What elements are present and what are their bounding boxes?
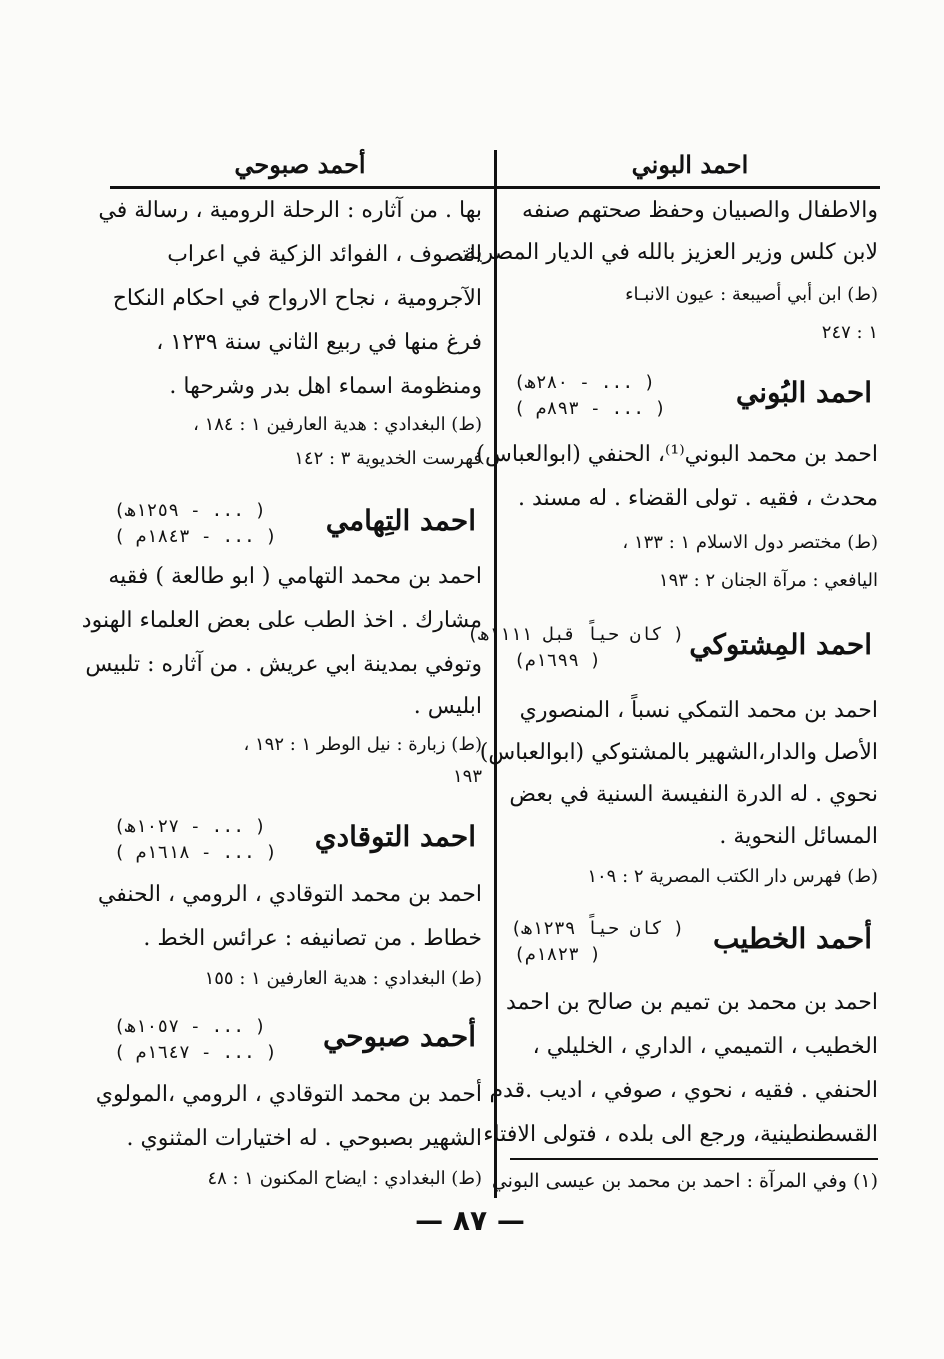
text-line: ابليس .	[413, 694, 482, 719]
reference-line: (ط) مختصر دول الاسلام ١ : ١٣٣ ،	[622, 532, 878, 553]
reference-line: (ط) زبارة : نيل الوطر ١ : ١٩٢ ،	[243, 734, 482, 755]
reference-line: ١ : ٢٤٧	[821, 322, 878, 343]
entry-dates	[114, 1014, 284, 1066]
hijri-date: ( كان حياً ١٢٣٩ھ)	[510, 918, 684, 939]
entry-dates	[114, 814, 284, 866]
footnote: (١) وفي المرآة : احمد بن محمد بن عيسى البوني	[491, 1170, 878, 1192]
left-column	[81, 196, 482, 1198]
text-line: ومنظومة اسماء اهل بدر وشرحها .	[169, 374, 482, 399]
text-line: محدث ، فقيه . تولى القضاء . له مسند .	[517, 486, 878, 511]
running-header-right: احمد البوني	[631, 150, 749, 179]
text-line: والاطفال والصبيان وحفظ صحتهم صنفه	[521, 198, 878, 223]
right-column	[457, 196, 878, 1196]
running-header-left: أحمد صبوحي	[234, 150, 366, 179]
text-line: القسطنطينية، ورجع الى بلده ، فتولى الافتاء	[483, 1122, 878, 1147]
text-line: المسائل النحوية .	[719, 824, 878, 849]
text-line: احمد بن محمد البوني⁽¹⁾، الحنفي (ابوالعباس)	[476, 442, 878, 467]
hijri-date: ( ... - ١٢٥٩ھ)	[114, 500, 266, 521]
entry-name: احمد التِهامي	[325, 504, 476, 537]
text-line: الآجرومية ، نجاح الارواح في احكام النكاح	[112, 286, 482, 311]
gregorian-date: ( ١٦٩٩م)	[514, 650, 601, 671]
hijri-date: ( ... - ١٠٢٧ھ)	[114, 816, 266, 837]
entry-name: احمد المِشتوكي	[689, 628, 872, 661]
reference-line: فهرست الخديوية ٣ : ١٤٢	[294, 448, 482, 469]
text-line: بها . من آثاره : الرحلة الرومية ، رسالة في	[98, 198, 482, 223]
reference-line: (ط) فهرس دار الكتب المصرية ٢ : ١٠٩	[587, 866, 878, 887]
entry-heading	[110, 814, 482, 872]
text-line: فرغ منها في ربيع الثاني سنة ١٢٣٩ ،	[156, 330, 482, 355]
text-line: خطاط . من تصانيفه : عرائس الخط .	[143, 926, 482, 951]
hijri-date: ( ... - ١٠٥٧ھ)	[114, 1016, 266, 1037]
text-line: الأصل والدار،الشهير بالمشتوكي (ابوالعباس)	[479, 740, 878, 765]
reference-line: اليافعي : مرآة الجنان ٢ : ١٩٣	[658, 570, 878, 591]
entry-name: احمد البُوني	[735, 376, 872, 409]
column-divider	[494, 150, 497, 1198]
text-line: الخطيب ، التميمي ، الداري ، الخليلي ،	[532, 1034, 878, 1059]
reference-line: (ط) ابن أبي أصيبعة : عيون الانبـاء	[625, 284, 878, 305]
page-number: — ٨٧ —	[415, 1204, 525, 1237]
entry-heading	[510, 370, 878, 428]
reference-line: ١٩٣	[452, 766, 482, 787]
gregorian-date: ( ١٨٢٣م)	[514, 944, 601, 965]
text-line: الحنفي . فقيه ، نحوي ، صوفي ، اديب .قدم	[489, 1078, 878, 1103]
reference-line: (ط) البغدادي : ايضاح المكنون ١ : ٤٨	[207, 1168, 482, 1189]
gregorian-date: ( ... - ١٦١٨م )	[114, 842, 277, 863]
entry-heading	[110, 1014, 482, 1072]
entry-name: احمد التوقادي	[314, 820, 476, 853]
entry-dates	[114, 498, 284, 550]
entry-dates	[510, 916, 684, 968]
footnote-rule	[510, 1158, 878, 1160]
text-line: التصوف ، الفوائد الزكية في اعراب	[167, 242, 482, 267]
text-line: احمد بن محمد التمكي نسباً ، المنصوري	[519, 698, 878, 723]
text-line: وتوفي بمدينة ابي عريش . من آثاره : تلبيس	[85, 652, 482, 677]
text-line: مشارك . اخذ الطب على بعض العلماء الهنود	[81, 608, 482, 633]
entry-name: أحمد صبوحي	[322, 1020, 476, 1053]
reference-line: (ط) البغدادي : هدية العارفين ١ : ١٥٥	[204, 968, 482, 989]
entry-dates	[467, 622, 684, 674]
hijri-date: ( ... - ٢٨٠ھ)	[514, 372, 655, 393]
text-line: نحوي . له الدرة النفيسة السنية في بعض	[509, 782, 878, 807]
hijri-date: ( كان حياً قبل ١١١١ھ)	[467, 624, 684, 645]
text-line: احمد بن محمد التوقادي ، الرومي ، الحنفي	[97, 882, 482, 907]
gregorian-date: ( ... - ١٨٤٣م )	[114, 526, 277, 547]
text-line: احمد بن محمد بن تميم بن صالح بن احمد	[505, 990, 878, 1015]
text-line: أحمد بن محمد التوقادي ، الرومي ،المولوي	[95, 1082, 482, 1107]
text-line: الشهير بصبوحي . له اختيارات المثنوي .	[126, 1126, 482, 1151]
entry-heading	[110, 498, 482, 556]
entry-heading	[510, 916, 878, 974]
entry-heading	[467, 622, 878, 680]
gregorian-date: ( ... - ٨٩٣م )	[514, 398, 666, 419]
text-line: احمد بن محمد التهامي ( ابو طالعة ) فقيه	[108, 564, 482, 589]
text-line: لابن كلس وزير العزيز بالله في الديار المصرية.	[457, 240, 878, 265]
reference-line: (ط) البغدادي : هدية العارفين ١ : ١٨٤ ،	[193, 414, 482, 435]
gregorian-date: ( ... - ١٦٤٧م )	[114, 1042, 277, 1063]
entry-dates	[514, 370, 684, 422]
entry-name: أحمد الخطيب	[712, 922, 872, 955]
